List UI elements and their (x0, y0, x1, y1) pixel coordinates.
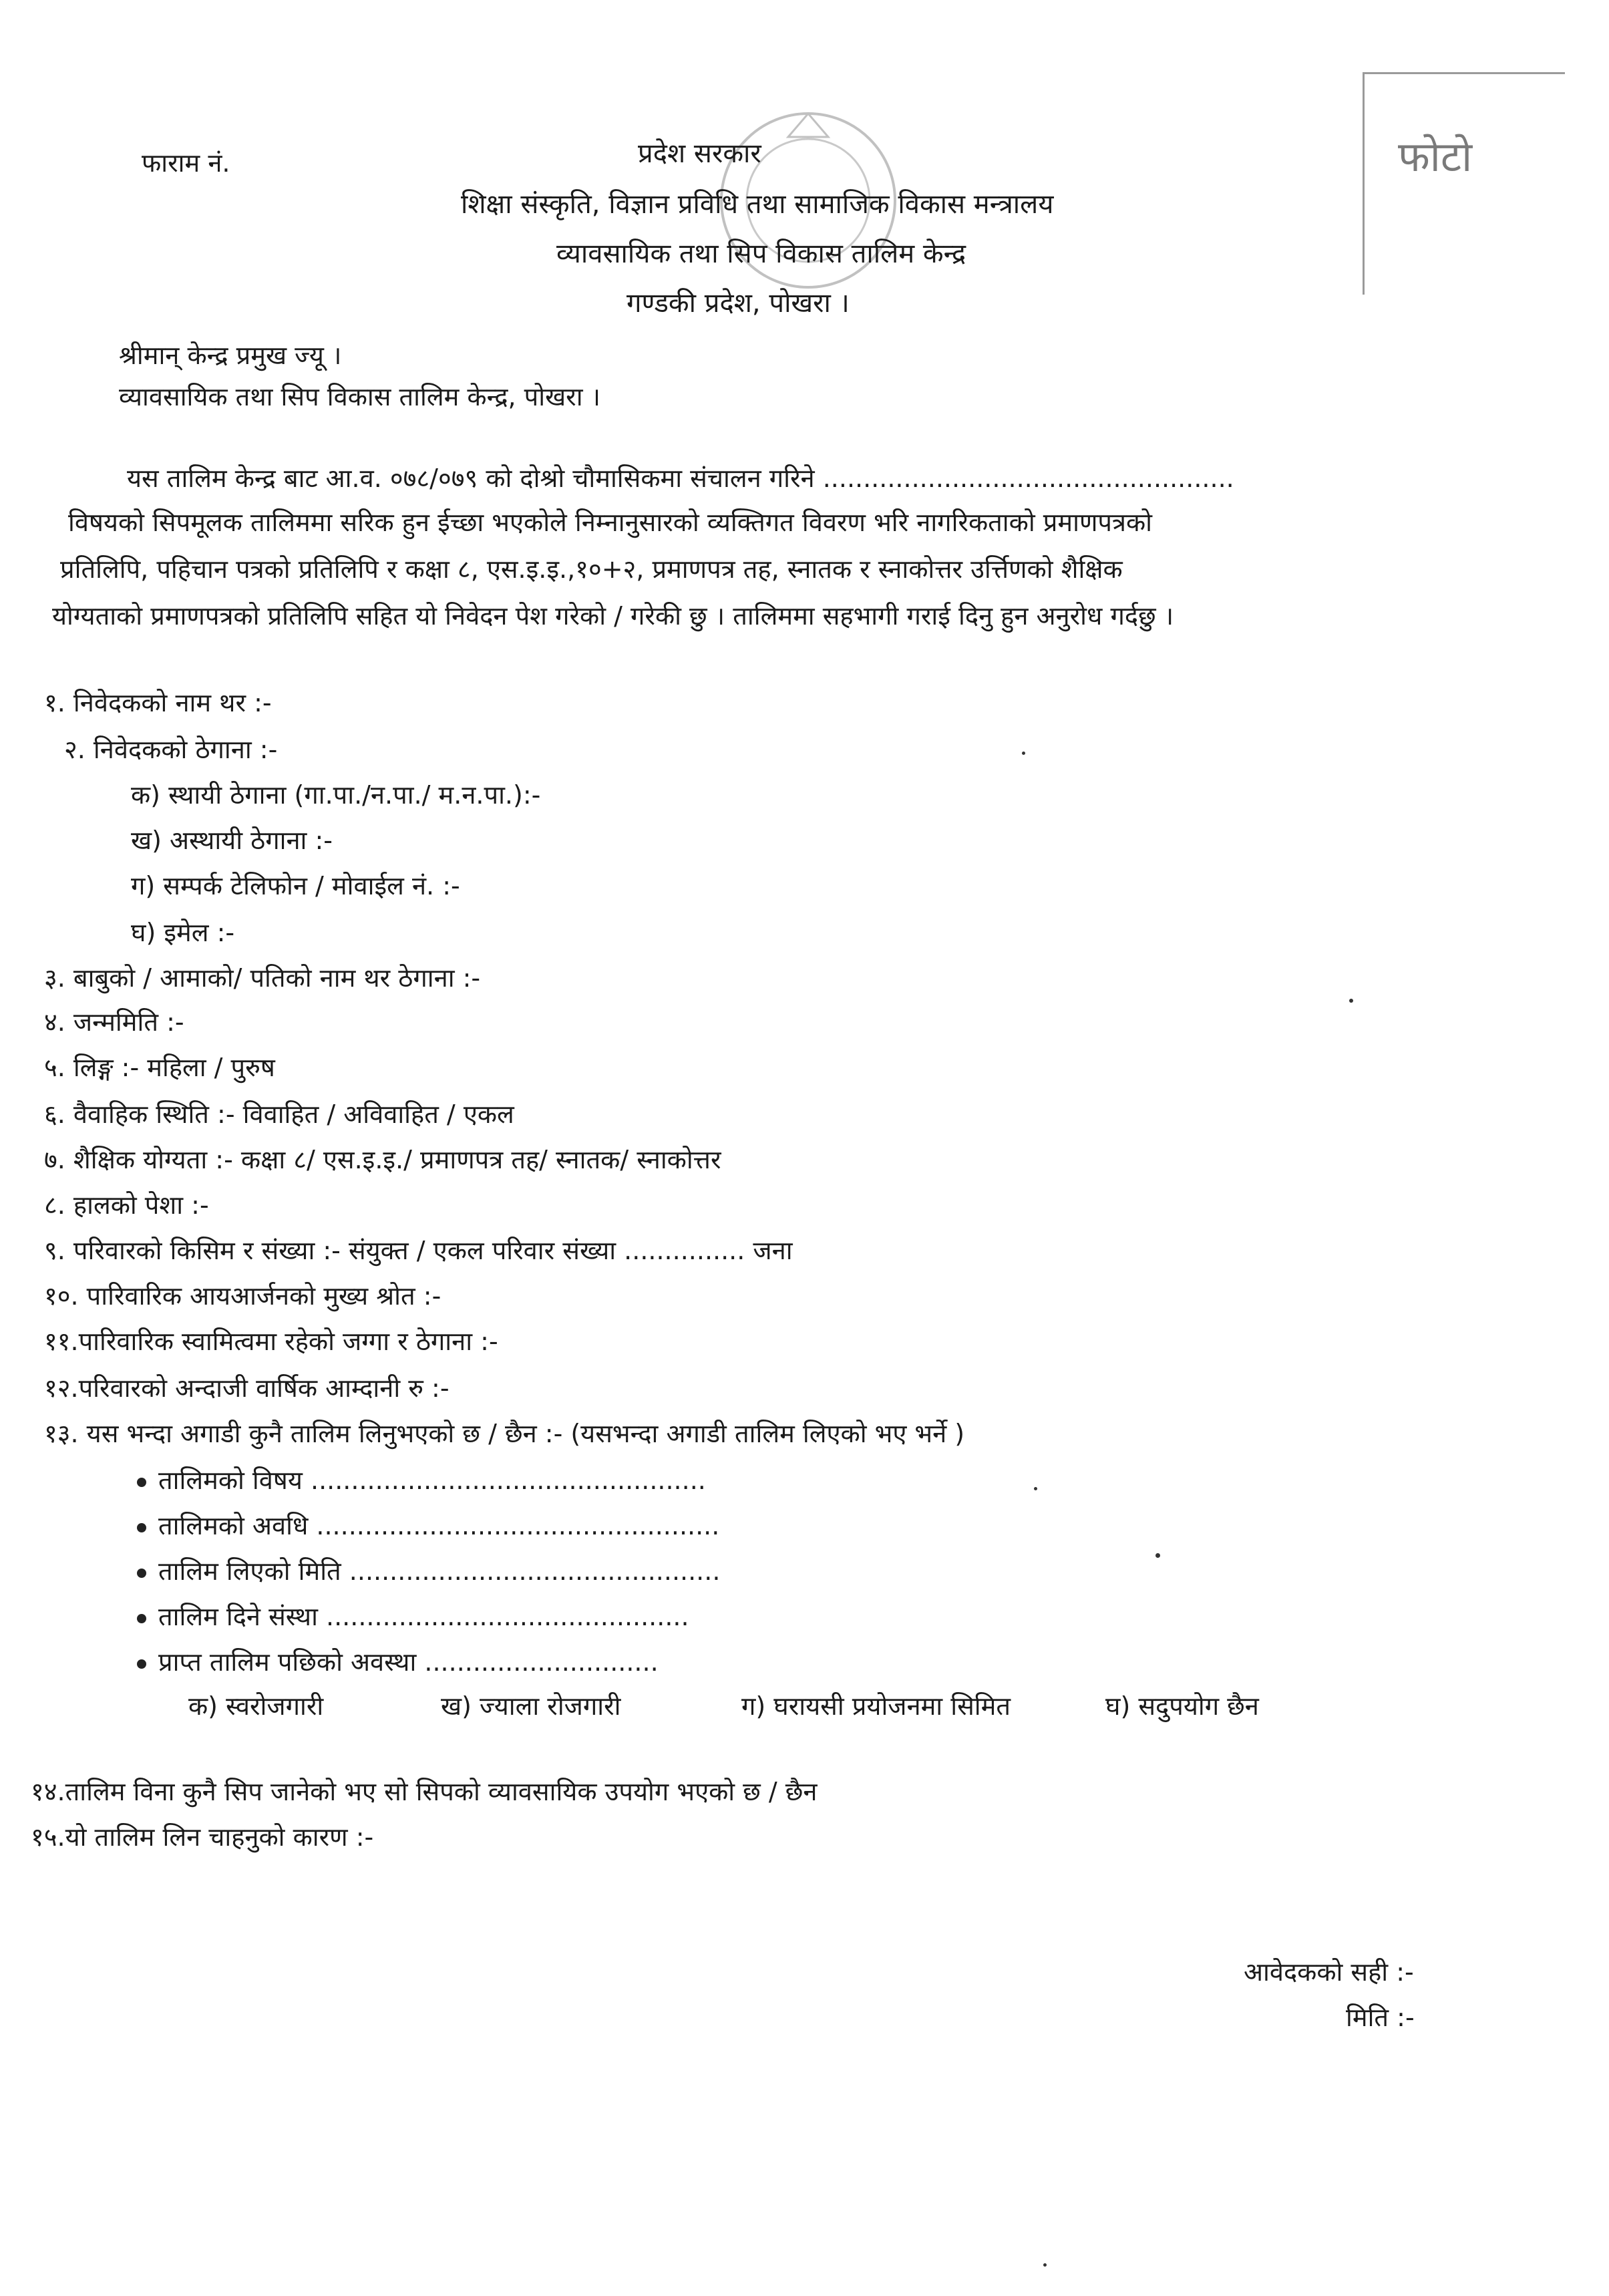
scan-speck (1022, 752, 1025, 755)
training-item: तालिमको विषय ................................................. (137, 1466, 706, 1496)
field-1-name: १. निवेदकको नाम थर :- (44, 688, 272, 717)
bullet-icon (137, 1569, 146, 1578)
bullet-icon (137, 1614, 146, 1623)
field-2b-temporary-address: ख) अस्थायी ठेगाना :- (131, 826, 333, 855)
field-3-parent: ३. बाबुको / आमाको/ पतिको नाम थर ठेगाना :- (44, 963, 481, 993)
field-12-annual-income: १२.परिवारको अन्दाजी वार्षिक आम्दानी रु :- (44, 1373, 450, 1403)
field-14-skill-use: १४.तालिम विना कुनै सिप जानेको भए सो सिपको व्यावसायिक उपयोग भएको छ / छैन (31, 1777, 818, 1806)
field-9-family: ९. परिवारको किसिम र संख्या :- संयुक्त / एकल परिवार संख्या ............... जना (44, 1236, 793, 1265)
field-4-dob: ४. जन्ममिति :- (44, 1007, 184, 1037)
field-13-previous-training: १३. यस भन्दा अगाडी कुनै तालिम लिनुभएको छ / छैन :- (यसभन्दा अगाडी तालिम लिएको भए भर्ने ) (44, 1419, 965, 1448)
applicant-signature-label: आवेदकको सही :- (1244, 1957, 1414, 1987)
header-line-3: व्यावसायिक तथा सिप विकास तालिम केन्द्र (556, 238, 966, 269)
header-line-4: गण्डकी प्रदेश, पोखरा । (627, 288, 850, 319)
scan-speck (1043, 2263, 1047, 2267)
field-7-education: ७. शैक्षिक योग्यता :- कक्षा ८/ एस.इ.इ./ प्रमाणपत्र तह/ स्नातक/ स्नाकोत्तर (44, 1145, 721, 1174)
training-item: प्राप्त तालिम पछिको अवस्था ............................. (137, 1647, 659, 1678)
form-number: फाराम नं. (142, 148, 230, 178)
field-15-reason: १५.यो तालिम लिन चाहनुको कारण :- (31, 1822, 374, 1852)
outcome-option-wage-employment: ख) ज्याला रोजगारी (441, 1691, 621, 1721)
outcome-option-not-utilized: घ) सदुपयोग छैन (1105, 1691, 1259, 1721)
field-2c-phone: ग) सम्पर्क टेलिफोन / मोवाईल नं. :- (131, 871, 460, 900)
paragraph-line-4: योग्यताको प्रमाणपत्रको प्रतिलिपि सहित यो निवेदन पेश गरेको / गरेकी छु । तालिममा सहभागी गराई दिनु हुन अनुरोध गर्दछु । (52, 601, 1174, 631)
addressee-line-2: व्यावसायिक तथा सिप विकास तालिम केन्द्र, पोखरा । (119, 382, 601, 412)
field-8-occupation: ८. हालको पेशा :- (44, 1190, 209, 1220)
bullet-icon (137, 1659, 146, 1669)
field-2-address: २. निवेदकको ठेगाना :- (64, 735, 278, 764)
field-11-land: ११.पारिवारिक स्वामित्वमा रहेको जग्गा र ठेगाना :- (44, 1327, 498, 1356)
addressee-line-1: श्रीमान् केन्द्र प्रमुख ज्यू । (119, 341, 342, 370)
field-2a-permanent-address: क) स्थायी ठेगाना (गा.पा./न.पा./ म.न.पा.):- (131, 780, 541, 810)
outcome-option-household-use: ग) घरायसी प्रयोजनमा सिमित (741, 1691, 1011, 1721)
bullet-icon (137, 1478, 146, 1487)
photo-label: फोटो (1398, 132, 1473, 181)
training-item: तालिम लिएको मिति .............................................. (137, 1556, 720, 1587)
training-item: तालिमको अवधि .................................................. (137, 1511, 719, 1542)
paragraph-line-2: विषयको सिपमूलक तालिममा सरिक हुन ईच्छा भएकोले निम्नानुसारको व्यक्तिगत विवरण भरि नागरिकताको प्रमाणपत्रको (68, 508, 1153, 537)
header-line-2: शिक्षा संस्कृति, विज्ञान प्रविधि तथा सामाजिक विकास मन्त्रालय (461, 189, 1054, 220)
field-2d-email: घ) इमेल :- (131, 918, 235, 947)
training-item: तालिम दिने संस्था ............................................. (137, 1602, 689, 1633)
field-5-gender: ५. लिङ्ग :- महिला / पुरुष (44, 1053, 275, 1082)
header-line-1: प्रदेश सरकार (638, 138, 761, 169)
photo-box (1363, 72, 1565, 295)
paragraph-line-3: प्रतिलिपि, पहिचान पत्रको प्रतिलिपि र कक्षा ८, एस.इ.इ.,१०+२, प्रमाणपत्र तह, स्नातक र स्नाकोत्तर उर्त्तिणको शैक्षिक (60, 554, 1123, 584)
bullet-icon (137, 1523, 146, 1532)
scan-speck (1349, 999, 1353, 1003)
outcome-option-self-employment: क) स्वरोजगारी (188, 1691, 324, 1721)
paragraph-line-1: यस तालिम केन्द्र बाट आ.व. ०७८/०७९ को दोश्रो चौमासिकमा संचालन गरिने ................................................... (127, 464, 1234, 493)
field-6-marital-status: ६. वैवाहिक स्थिति :- विवाहित / अविवाहित / एकल (44, 1100, 514, 1129)
field-10-income-source: १०. पारिवारिक आयआर्जनको मुख्य श्रोत :- (44, 1281, 441, 1311)
signature-date-label: मिति :- (1346, 2003, 1415, 2032)
scan-speck (1155, 1553, 1160, 1558)
scan-speck (1034, 1487, 1037, 1490)
